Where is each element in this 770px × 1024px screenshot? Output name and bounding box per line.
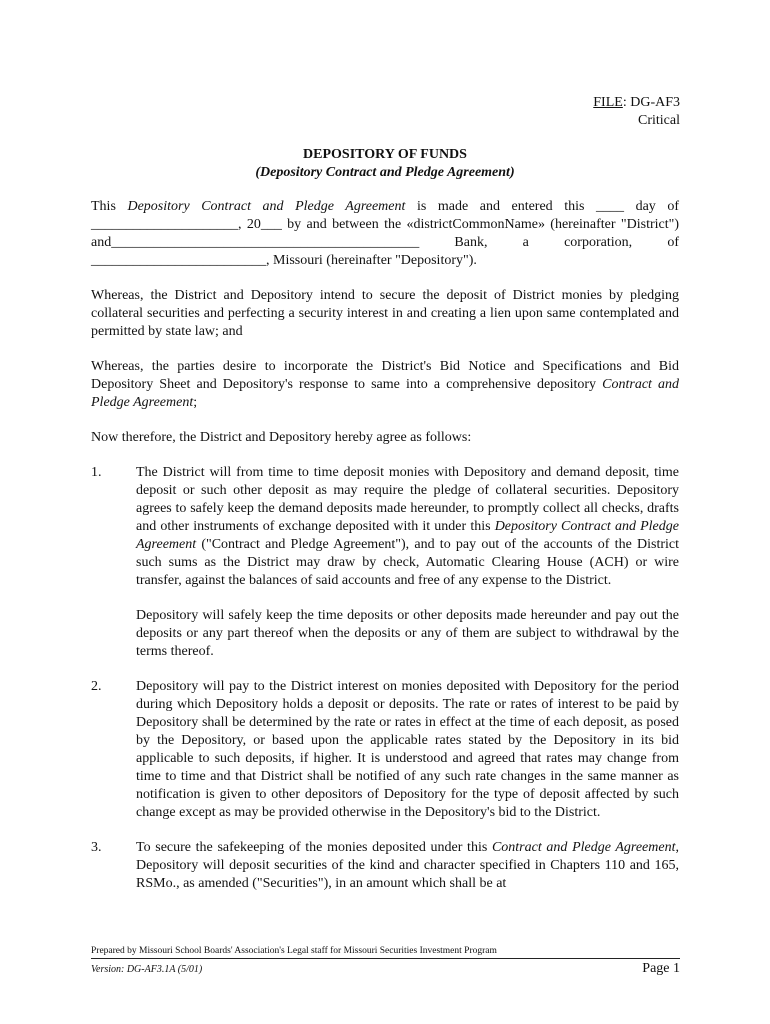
document-subtitle: (Depository Contract and Pledge Agreement) xyxy=(255,165,515,180)
item-1-text-a: The District will from time to time deposit monies with Depository and demand deposit, time deposit or such other deposit as may require the pledge of collateral securities. Depository agrees to safely keep the demand deposits made hereunder, to promptly collect all checks, drafts and other instruments of exchange deposited with it under this xyxy=(136,465,679,534)
file-reference xyxy=(593,94,680,130)
item-1-text-b: ("Contract and Pledge Agreement"), and to pay out of the accounts of the District such sums as the District may draw by check, Automatic Clearing House (ACH) or wire transfer, against the balances of said accounts and free of any expense to the District. xyxy=(136,537,679,588)
intro-text-b: is made and entered this ____ day of _____________________, 20___ by and between the «districtCommonName» (hereinafter "District") and____________________________________________ Bank, a corporation, of _________________________, Missouri (hereinafter "Depository"). xyxy=(91,199,680,268)
now-therefore-paragraph: Now therefore, the District and Depository hereby agree as follows: xyxy=(91,430,472,445)
file-value: : DG-AF3 xyxy=(622,95,680,110)
whereas-paragraph-2 xyxy=(91,358,679,412)
document-body xyxy=(91,198,679,910)
item-number: 2. xyxy=(91,679,102,694)
item-1-text-italic: Depository Contract and Pledge Agreement xyxy=(136,519,679,552)
numbered-item-1 xyxy=(91,464,679,661)
item-3-text-a: To secure the safekeeping of the monies deposited under this xyxy=(136,840,492,855)
item-number: 1. xyxy=(91,465,102,480)
item-1-paragraph-2: Depository will safely keep the time deposits or other deposits made hereunder and pay out the deposits or any part thereof when the deposits or any of them are subject to withdrawal by the terms thereof. xyxy=(136,608,679,659)
item-3-text-italic: Contract and Pledge Agreement xyxy=(491,840,676,855)
item-text xyxy=(136,678,679,822)
whereas-2-text-italic: Contract and Pledge Agreement xyxy=(91,377,680,410)
whereas-2-text-b: ; xyxy=(193,395,198,410)
numbered-item-3 xyxy=(91,839,679,893)
item-3-paragraph-1 xyxy=(136,839,679,893)
whereas-paragraph-1: Whereas, the District and Depository intend to secure the deposit of District monies by pledging collateral securities and perfecting a security interest in and creating a lien upon same contemplated and permitted by state law; and xyxy=(91,288,679,339)
intro-text-italic: Depository Contract and Pledge Agreement xyxy=(127,199,406,214)
footer-version: Version: DG-AF3.1A (5/01) xyxy=(91,964,203,975)
intro-text-a: This xyxy=(91,199,128,214)
item-number: 3. xyxy=(91,840,102,855)
whereas-2-text-a: Whereas, the parties desire to incorporate the District's Bid Notice and Specifications and Bid Depository Sheet and Depository's response to same into a comprehensive depository xyxy=(91,359,679,392)
item-2-paragraph-1: Depository will pay to the District interest on monies deposited with Depository for the period during which Depository holds a deposit or deposits. The rate or rates of interest to be paid by Depository shall be determined by the rate or rates in effect at the time of each deposit, as posed by the Depository, or based upon the applicable rates stated by the Depository in its bid applicable to such deposits, if higher. It is understood and agreed that rates may change from time to time and that District shall be notified of any such rate changes in the same manner as notification is given to other depositors of Depository for the type of deposit affected by such change except as may be provided otherwise in the Depository's bid to the District. xyxy=(136,679,679,820)
footer-divider xyxy=(91,958,680,959)
page-number: Page 1 xyxy=(642,961,680,976)
numbered-item-2 xyxy=(91,678,679,822)
item-1-paragraph-1 xyxy=(136,464,679,590)
title-block xyxy=(90,146,680,182)
item-3-text-b: , Depository will deposit securities of the kind and character specified in Chapters 110 and 165, RSMo., as amended ("Securities"), in an amount which shall be at xyxy=(136,840,679,891)
item-text xyxy=(136,464,679,661)
file-label: FILE xyxy=(593,95,623,110)
footer-note: Prepared by Missouri School Boards' Association's Legal staff for Missouri Securities Investment Program xyxy=(91,946,497,956)
item-text xyxy=(136,839,679,893)
document-title: DEPOSITORY OF FUNDS xyxy=(303,147,467,162)
file-line xyxy=(593,94,680,112)
intro-paragraph xyxy=(91,198,679,270)
classification: Critical xyxy=(638,113,680,128)
